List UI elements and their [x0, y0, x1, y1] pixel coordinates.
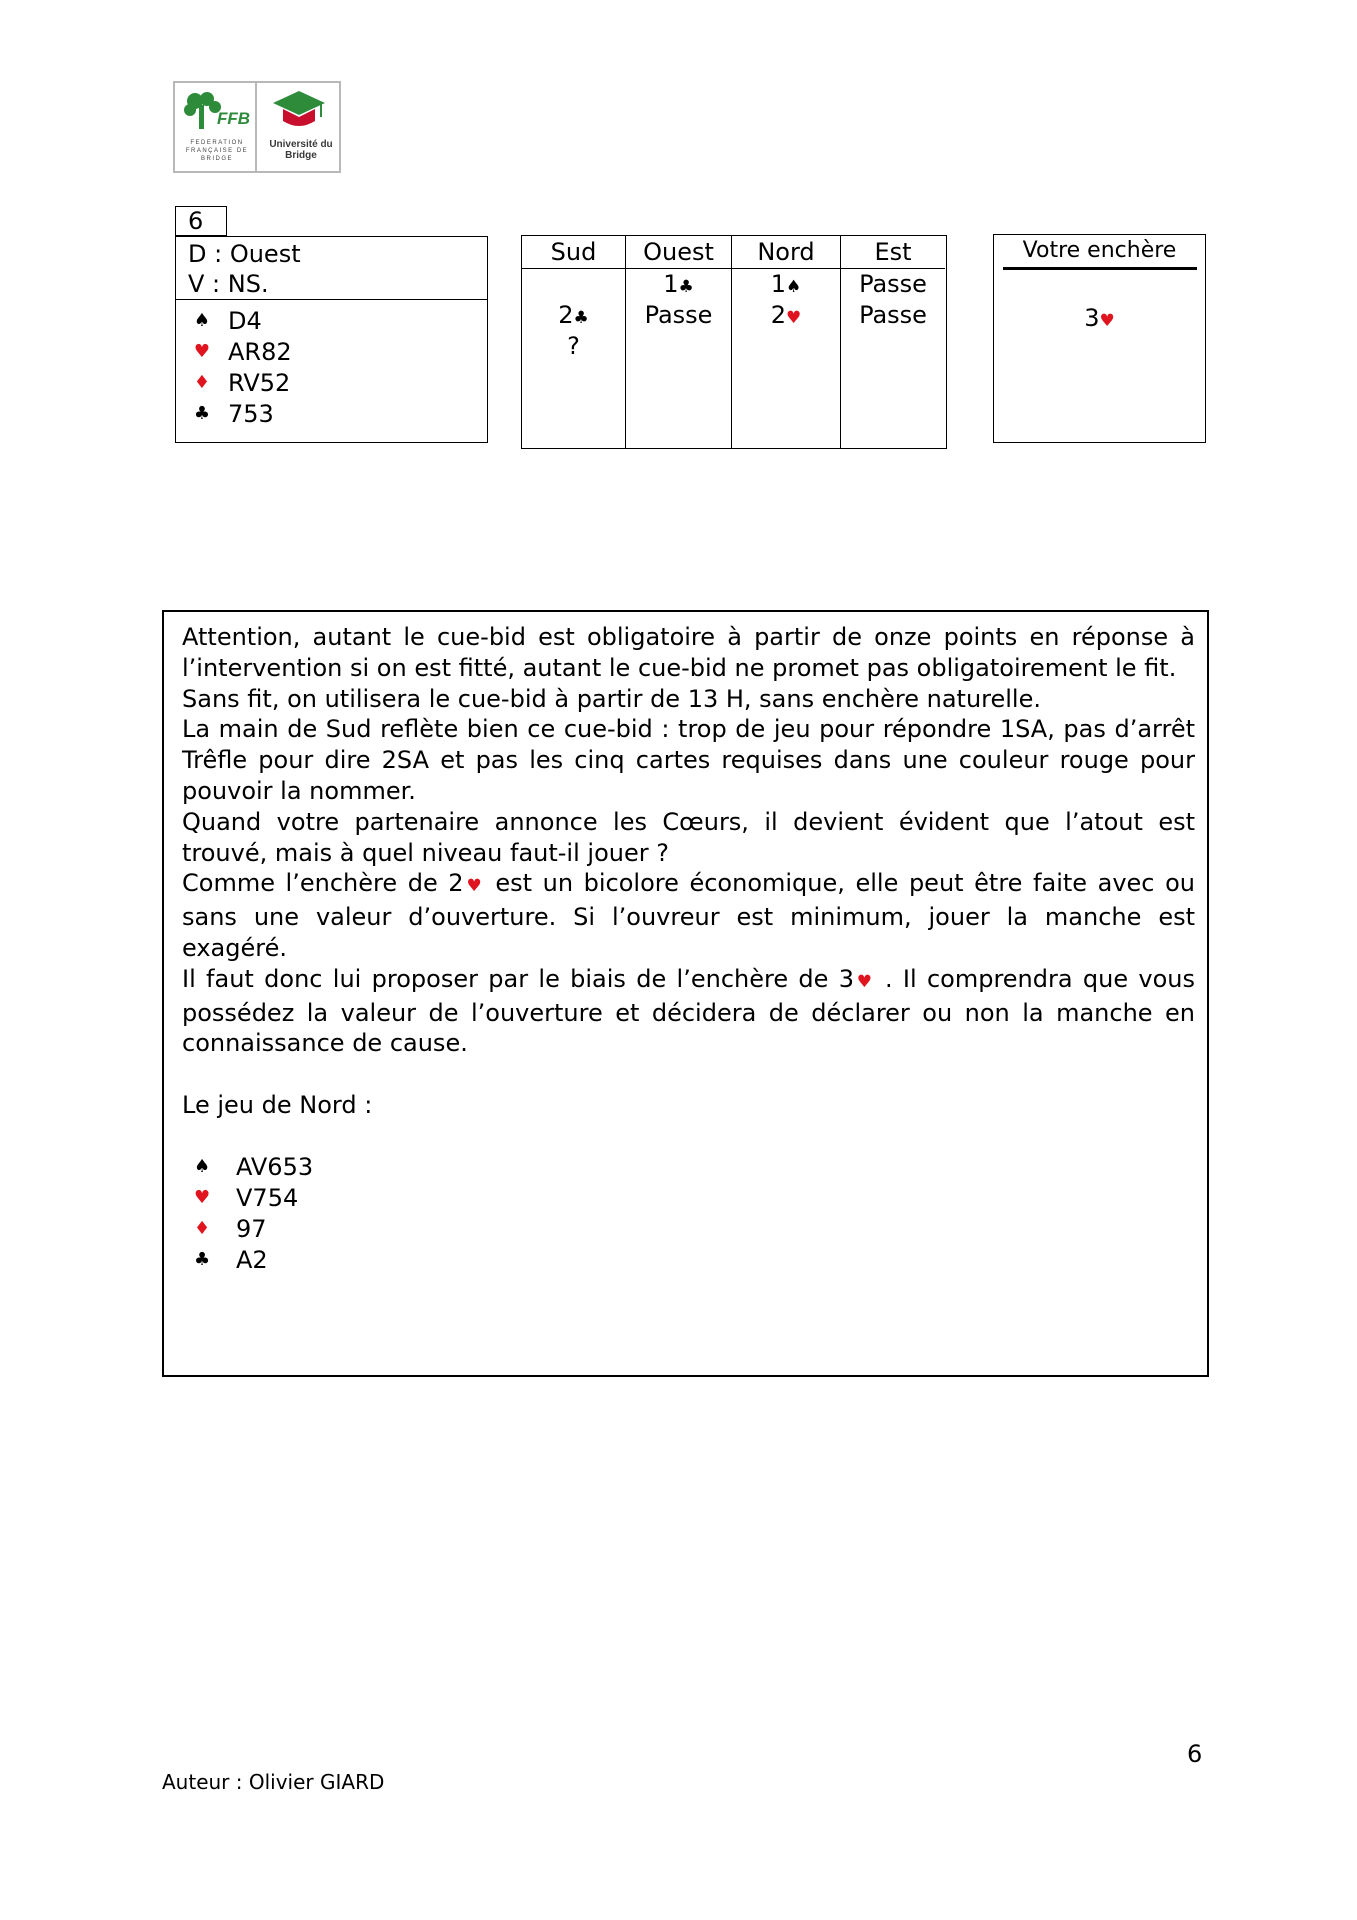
hand-row-hearts: [176, 336, 487, 367]
deal-number-text: 6: [188, 207, 204, 235]
bid-header-ouest: Ouest: [626, 236, 731, 269]
text-segment: . Il comprendra que vous possédez la valeur de l’ouverture et décidera de déclarer ou non la manche en connaissance de cause.: [182, 964, 1196, 1058]
spade-icon: ♠: [194, 1155, 211, 1177]
heart-icon: ♥: [786, 308, 802, 328]
north-row-diamonds: [182, 1214, 1195, 1245]
ffb-logo: [173, 81, 341, 173]
answer-title: Votre enchère: [1022, 238, 1177, 263]
bid-value: Passe: [644, 301, 713, 329]
north-row-hearts: [182, 1183, 1195, 1214]
bid-cell: [626, 269, 731, 300]
heart-icon: ♥: [1099, 311, 1115, 331]
answer-bid: [994, 304, 1205, 332]
ffb-text: FFB: [217, 109, 251, 128]
commentary-paragraph: Quand votre partenaire annonce les Cœurs, il devient évident que l’atout est trouvé, mais à quel niveau faut-il jouer ?: [182, 807, 1195, 867]
graduation-cap-icon: [271, 89, 327, 133]
diamond-icon: ♦: [194, 1217, 211, 1239]
bid-cell: [522, 269, 625, 300]
bid-cell: [841, 269, 945, 300]
author: Auteur : Olivier GIARD: [162, 1770, 385, 1794]
bid-value: 2: [770, 301, 787, 329]
bid-value: Passe: [859, 301, 927, 329]
spade-icon: ♠: [786, 277, 802, 297]
hand-row-spades: [176, 305, 487, 336]
heart-icon: ♥: [854, 971, 875, 992]
deal-number: [175, 206, 227, 236]
bid-cell: [522, 331, 625, 362]
bid-value: 1: [663, 270, 679, 298]
text-segment: Comme l’enchère de 2: [182, 869, 464, 898]
text-segment: Il faut donc lui proposer par le biais de l’enchère de 3: [182, 964, 855, 993]
club-icon: ♣: [193, 403, 211, 424]
north-cards-diamonds: 97: [236, 1214, 267, 1243]
bid-column-est: [841, 236, 945, 448]
heart-icon: ♥: [193, 341, 211, 362]
hand-row-diamonds: [176, 367, 487, 398]
spade-icon: ♠: [193, 310, 211, 331]
ffb-subtitle: FEDERATION FRANÇAISE DE BRIDGE: [185, 140, 249, 162]
north-row-clubs: [182, 1245, 1195, 1276]
bid-value: ?: [567, 332, 580, 360]
commentary-paragraph: La main de Sud reflète bien ce cue-bid : trop de jeu pour répondre 1SA, pas d’arrêt Trêfle pour dire 2SA et pas les cinq cartes requises dans une couleur rouge pour pouvoir la nommer.: [182, 715, 1195, 805]
north-cards-hearts: V754: [236, 1183, 299, 1212]
north-hand-title: Le jeu de Nord :: [182, 1090, 373, 1119]
north-row-spades: [182, 1152, 1195, 1183]
bid-cell: [626, 300, 731, 331]
bid-column-sud: [522, 236, 626, 448]
cards-clubs: 753: [228, 399, 274, 428]
answer-box: [993, 234, 1206, 443]
hand-row-clubs: [176, 398, 487, 429]
bid-cell: [732, 269, 840, 300]
heart-icon: ♥: [194, 1186, 211, 1208]
cards-diamonds: RV52: [228, 368, 291, 397]
bid-header-sud: Sud: [522, 236, 625, 269]
club-icon: ♣: [573, 308, 589, 328]
answer-divider: [1003, 267, 1197, 270]
bid-value: 1: [770, 270, 787, 298]
north-cards-spades: AV653: [236, 1152, 314, 1181]
cards-spades: D4: [228, 306, 262, 335]
commentary-paragraph: [182, 964, 1195, 1059]
heart-icon: ♥: [463, 876, 485, 897]
bidding-table: [521, 235, 947, 449]
bid-value: Passe: [859, 270, 927, 298]
club-icon: ♣: [678, 277, 694, 297]
vulnerability: V : NS.: [188, 270, 269, 298]
diamond-icon: ♦: [193, 372, 211, 393]
bid-cell: [732, 300, 840, 331]
club-icon: ♣: [194, 1248, 211, 1270]
bid-column-nord: [732, 236, 841, 448]
south-hand: [175, 299, 488, 443]
bid-header-nord: Nord: [732, 236, 840, 269]
dealer: D : Ouest: [188, 240, 301, 268]
ffb-logo-left: [175, 83, 257, 171]
commentary-box: [162, 610, 1209, 1377]
commentary-paragraph: Sans fit, on utilisera le cue-bid à partir de 13 H, sans enchère naturelle.: [182, 684, 1041, 713]
commentary-paragraph: Attention, autant le cue-bid est obligatoire à partir de onze points en réponse à l’intervention si on est fitté, autant le cue-bid ne promet pas obligatoirement le fit.: [182, 623, 1195, 682]
bid-header-est: Est: [841, 236, 945, 269]
north-cards-clubs: A2: [236, 1245, 268, 1274]
bid-cell: [522, 300, 625, 331]
university-logo: [257, 83, 339, 171]
cards-hearts: AR82: [228, 337, 292, 366]
bid-value: 2: [558, 301, 574, 329]
bid-column-ouest: [626, 236, 732, 448]
page-number: 6: [1187, 1740, 1203, 1768]
bid-cell: [841, 300, 945, 331]
deal-info: [175, 236, 488, 300]
commentary-paragraph: [182, 868, 1195, 963]
text-segment: est un bicolore économique, elle peut être faite avec ou sans une valeur d’ouverture. Si l’ouvreur est minimum, jouer la manche est exagéré.: [182, 869, 1195, 962]
answer-bid-level: 3: [1084, 304, 1100, 332]
university-text: Université du Bridge: [269, 139, 333, 161]
